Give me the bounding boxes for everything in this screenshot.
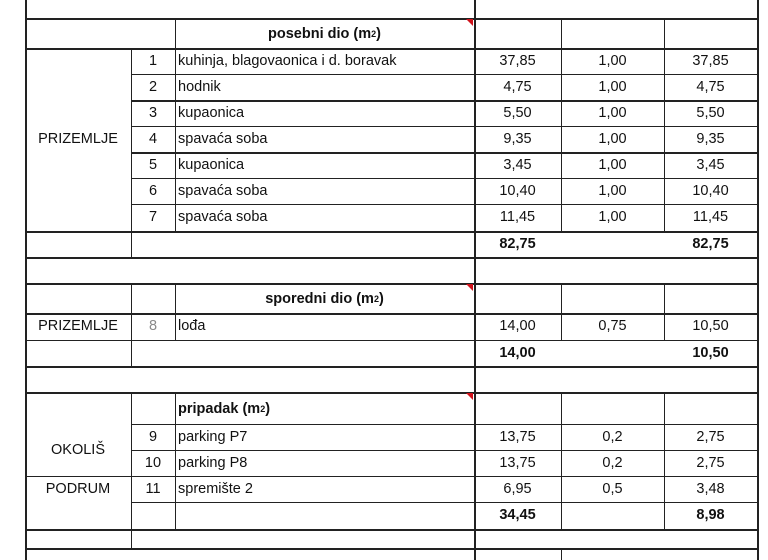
group-label: PRIZEMLJE: [38, 131, 118, 148]
room-area: 13,75: [499, 454, 536, 471]
room-coefficient: 1,00: [598, 78, 627, 95]
section-sum-area: 14,00: [499, 344, 536, 361]
row-number: 2: [148, 78, 158, 95]
room-area: 13,75: [499, 428, 536, 445]
room-area: 10,40: [499, 182, 536, 199]
group-label: PRIZEMLJE: [38, 318, 118, 335]
row-divider: [25, 257, 758, 259]
room-name: parking P8: [178, 454, 248, 471]
section-sum-total: 82,75: [692, 235, 729, 252]
room-total: 3,48: [696, 480, 725, 497]
section-title-superscript: 2: [371, 28, 377, 39]
room-coefficient: 1,00: [598, 156, 627, 173]
row-number: 5: [148, 156, 158, 173]
section-title-superscript: 2: [373, 293, 379, 304]
room-name: spavaća soba: [178, 130, 268, 147]
room-name: parking P7: [178, 428, 248, 445]
room-coefficient: 0,2: [602, 454, 623, 471]
row-divider: [25, 366, 758, 368]
room-area: 14,00: [499, 318, 536, 335]
row-divider: [25, 392, 758, 394]
room-name: hodnik: [178, 78, 221, 95]
room-area: 11,45: [499, 209, 536, 226]
row-number: 6: [148, 182, 158, 199]
room-name: spremište 2: [178, 480, 253, 497]
row-number: 9: [148, 428, 158, 445]
section-title-close: ): [378, 290, 384, 307]
row-divider: [25, 231, 758, 233]
room-coefficient: 0,75: [598, 318, 627, 335]
group-label: PODRUM: [45, 480, 111, 497]
room-total: 2,75: [696, 428, 725, 445]
section-title-close: ): [376, 25, 381, 42]
room-area: 3,45: [503, 156, 532, 173]
section-title-superscript: 2: [260, 404, 266, 414]
room-coefficient: 0,2: [602, 428, 623, 445]
room-area: 9,35: [503, 130, 532, 147]
room-area: 37,85: [499, 52, 536, 69]
row-number: 11: [145, 480, 161, 497]
column-divider: [757, 0, 759, 560]
section-title-text: pripadak (m: [178, 401, 261, 418]
row-divider: [25, 529, 758, 531]
room-name: kupaonica: [178, 104, 245, 121]
room-total: 5,50: [696, 104, 725, 121]
room-name: lođa: [178, 318, 206, 335]
room-area: 4,75: [503, 78, 532, 95]
row-divider: [25, 548, 758, 550]
row-divider: [25, 340, 758, 341]
section-title-posebni: [175, 20, 474, 48]
section-title-pripadak: [175, 395, 474, 424]
room-total: 10,40: [692, 182, 729, 199]
room-total: 2,75: [696, 454, 725, 471]
row-number: 7: [148, 209, 158, 226]
row-number: 10: [144, 454, 162, 471]
section-title-sporedni: [175, 285, 474, 313]
row-number: 1: [148, 52, 158, 69]
column-divider: [561, 548, 562, 560]
room-name: spavaća soba: [178, 182, 268, 199]
room-total: 37,85: [692, 52, 729, 69]
room-total: 4,75: [696, 78, 725, 95]
room-coefficient: 1,00: [598, 209, 627, 226]
section-sum-area: 82,75: [499, 235, 536, 252]
section-sum-total: 8,98: [696, 507, 725, 524]
room-area: 5,50: [503, 104, 532, 121]
section-title-text: sporedni dio (m: [265, 290, 374, 307]
section-title-close: ): [265, 401, 271, 418]
room-total: 9,35: [696, 130, 725, 147]
section-sum-area: 34,45: [499, 507, 536, 524]
room-name: spavaća soba: [178, 209, 268, 226]
room-coefficient: 1,00: [598, 130, 627, 147]
room-coefficient: 1,00: [598, 182, 627, 199]
room-name: kupaonica: [178, 156, 245, 173]
room-coefficient: 1,00: [598, 52, 627, 69]
row-number: 4: [148, 130, 158, 147]
room-total: 3,45: [696, 156, 725, 173]
room-area: 6,95: [503, 480, 532, 497]
room-total: 11,45: [692, 209, 729, 226]
section-title-text: posebni dio (m: [268, 25, 372, 42]
room-coefficient: 0,5: [602, 480, 623, 497]
group-label: OKOLIŠ: [51, 441, 105, 458]
room-total: 10,50: [692, 318, 729, 335]
row-number: 8: [148, 318, 158, 335]
section-sum-total: 10,50: [692, 344, 729, 361]
room-name: kuhinja, blagovaonica i d. boravak: [178, 52, 397, 69]
room-coefficient: 1,00: [598, 104, 627, 121]
row-number: 3: [148, 104, 158, 121]
